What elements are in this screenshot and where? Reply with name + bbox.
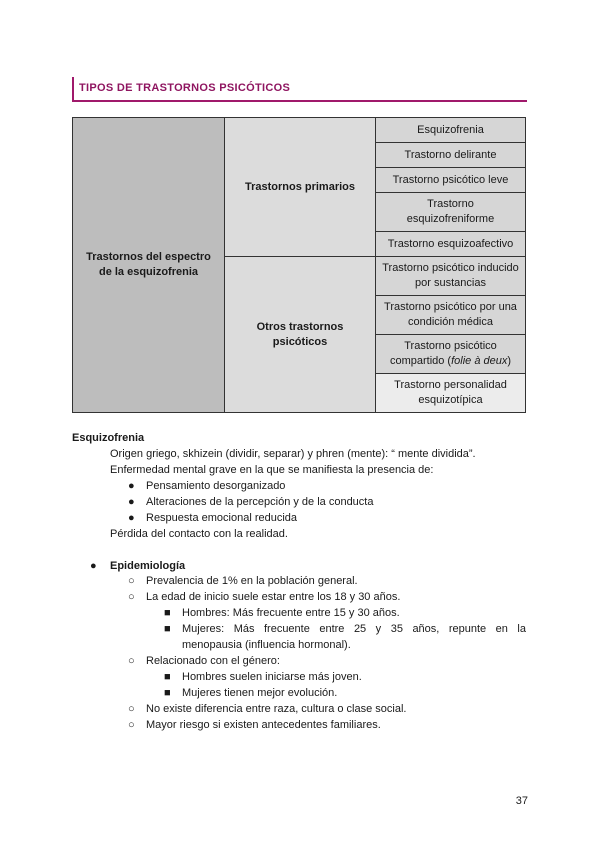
table-item-text: Trastorno psicótico compartido ( [389,340,497,367]
table-item [376,335,526,374]
section-heading [72,77,527,102]
bullet-square: ■ [164,607,171,619]
epi-item: Mayor riesgo si existen antecedentes familiares. [146,719,381,731]
table-item: Trastorno psicótico inducido por sustancias [376,257,526,296]
symptom-item: Pensamiento desorganizado [146,480,286,492]
table-item: Trastorno psicótico por una condición médica [376,296,526,335]
table-item: Trastorno esquizoafectivo [376,232,526,257]
table-item: Trastorno esquizofreniforme [376,193,526,232]
epi-item: No existe diferencia entre raza, cultura o clase social. [146,703,407,715]
bullet-square: ■ [164,687,171,699]
epi-subitem: Mujeres: Más frecuente entre 25 y 35 años, repunte en la [182,623,526,635]
table-item: Esquizofrenia [376,118,526,143]
origin-text: Origen griego, skhizein (dividir, separar) y phren (mente): “ mente dividida”. [110,448,476,460]
epi-subitem: Hombres: Más frecuente entre 15 y 30 años. [182,607,400,619]
loss-text: Pérdida del contacto con la realidad. [110,528,288,540]
table-item-text: ) [507,355,512,367]
epidemiologia-title: Epidemiología [110,560,186,572]
table-item: Trastorno psicótico leve [376,168,526,193]
table-primary-group: Trastornos primarios [225,118,376,257]
epi-item: Relacionado con el género: [146,655,280,667]
bullet-dot: ● [128,512,135,524]
esquizofrenia-title: Esquizofrenia [72,432,145,444]
symptom-item: Respuesta emocional reducida [146,512,298,524]
epi-subitem: Mujeres tienen mejor evolución. [182,687,338,699]
bullet-circle: ○ [128,703,135,715]
bullet-circle: ○ [128,719,135,731]
epi-item: Prevalencia de 1% en la población general. [146,575,358,587]
section-heading-text: TIPOS DE TRASTORNOS PSICÓTICOS [79,82,291,94]
bullet-square: ■ [164,623,171,635]
definition-text: Enfermedad mental grave en la que se manifiesta la presencia de: [110,464,434,476]
psychotic-disorders-table [72,117,526,413]
bullet-dot: ● [90,560,97,572]
bullet-circle: ○ [128,575,135,587]
epi-subitem: Hombres suelen iniciarse más joven. [182,671,362,683]
bullet-circle: ○ [128,591,135,603]
bullet-dot: ● [128,496,135,508]
page-number: 37 [515,795,528,807]
table-item: Trastorno personalidad esquizotípica [376,374,526,413]
bullet-dot: ● [128,480,135,492]
table-other-group: Otros trastornos psicóticos [225,257,376,413]
bullet-circle: ○ [128,655,135,667]
epi-subitem-continued: menopausia (influencia hormonal). [182,639,351,651]
symptom-item: Alteraciones de la percepción y de la conducta [146,496,374,508]
table-item-italic: folie à deux [451,355,508,367]
epi-item: La edad de inicio suele estar entre los 18 y 30 años. [146,591,401,603]
table-main-category: Trastornos del espectro de la esquizofrenia [73,118,225,413]
bullet-square: ■ [164,671,171,683]
table-item: Trastorno delirante [376,143,526,168]
